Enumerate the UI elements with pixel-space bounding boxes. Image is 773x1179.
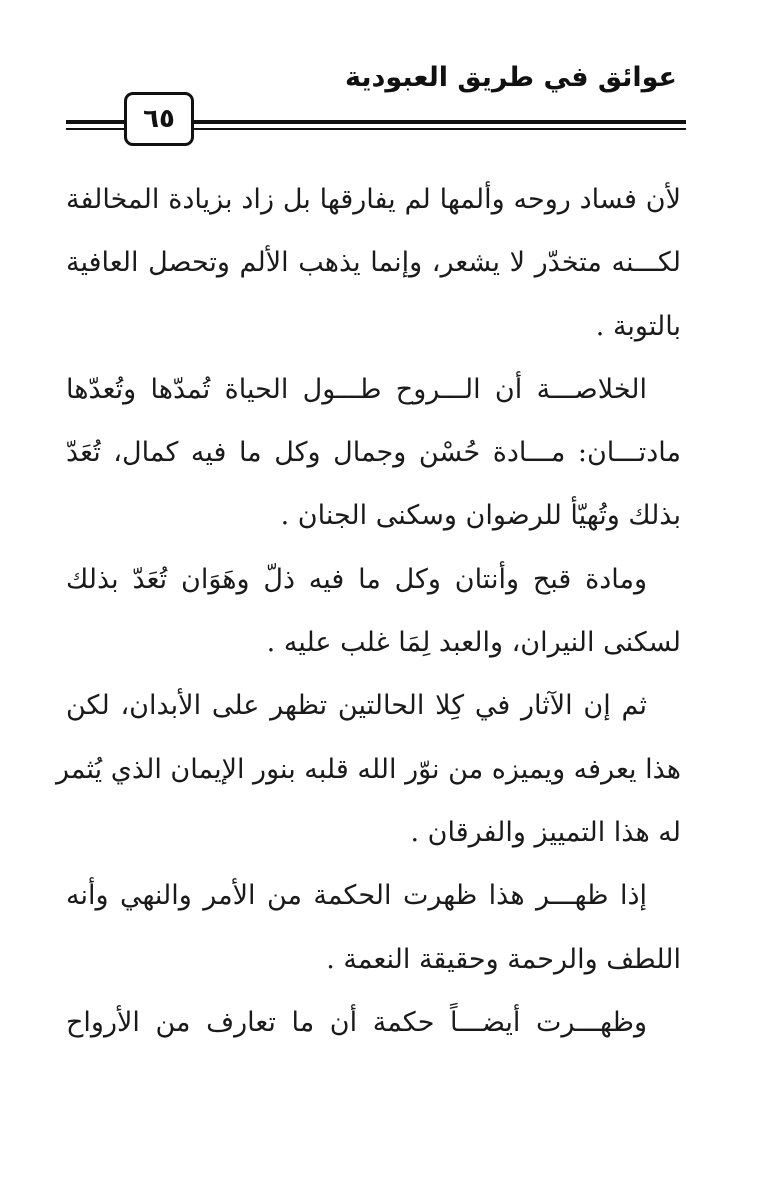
text-line: بالتوبة . bbox=[595, 310, 681, 342]
text-line: الخلاصـــة أن الـــروح طـــول الحياة تُمدّها وتُعدّها bbox=[66, 373, 647, 405]
text-line: مادتـــان: مـــادة حُسْن وجمال وكل ما فيه كمال، تُعَدّ bbox=[66, 437, 681, 469]
text-line: لسكنى النيران، والعبد لِمَا غلب عليه . bbox=[266, 627, 681, 659]
body-text bbox=[56, 168, 681, 1054]
text-line: إذا ظهـــر هذا ظهرت الحكمة من الأمر والنهي وأنه bbox=[66, 880, 647, 912]
page-number-box bbox=[124, 92, 194, 146]
text-line: وظهـــرت أيضـــاً حكمة أن ما تعارف من الأرواح bbox=[66, 1006, 647, 1038]
text-line: اللطف والرحمة وحقيقة النعمة . bbox=[326, 943, 681, 975]
text-line: لأن فساد روحه وألمها لم يفارقها بل زاد بزيادة المخالفة bbox=[66, 184, 681, 215]
text-line: بذلك وتُهيّأ للرضوان وسكنى الجنان . bbox=[280, 500, 681, 532]
text-line: لكـــنه متخدّر لا يشعر، وإنما يذهب الألم وتحصل العافية bbox=[66, 247, 681, 279]
text-line: هذا يعرفه ويميزه من نوّر الله قلبه بنور الإيمان الذي يُثمر bbox=[56, 753, 681, 785]
text-line: له هذا التمييز والفرقان . bbox=[410, 816, 681, 848]
page-number: ٦٥ bbox=[143, 104, 175, 134]
text-line: ثم إن الآثار في كِلا الحالتين تظهر على الأبدان، لكن bbox=[66, 690, 647, 722]
running-header-title: عوائق في طريق العبودية bbox=[345, 62, 677, 93]
text-line: ومادة قبح وأنتان وكل ما فيه ذلّ وهَوَان تُعَدّ بذلك bbox=[66, 563, 647, 595]
